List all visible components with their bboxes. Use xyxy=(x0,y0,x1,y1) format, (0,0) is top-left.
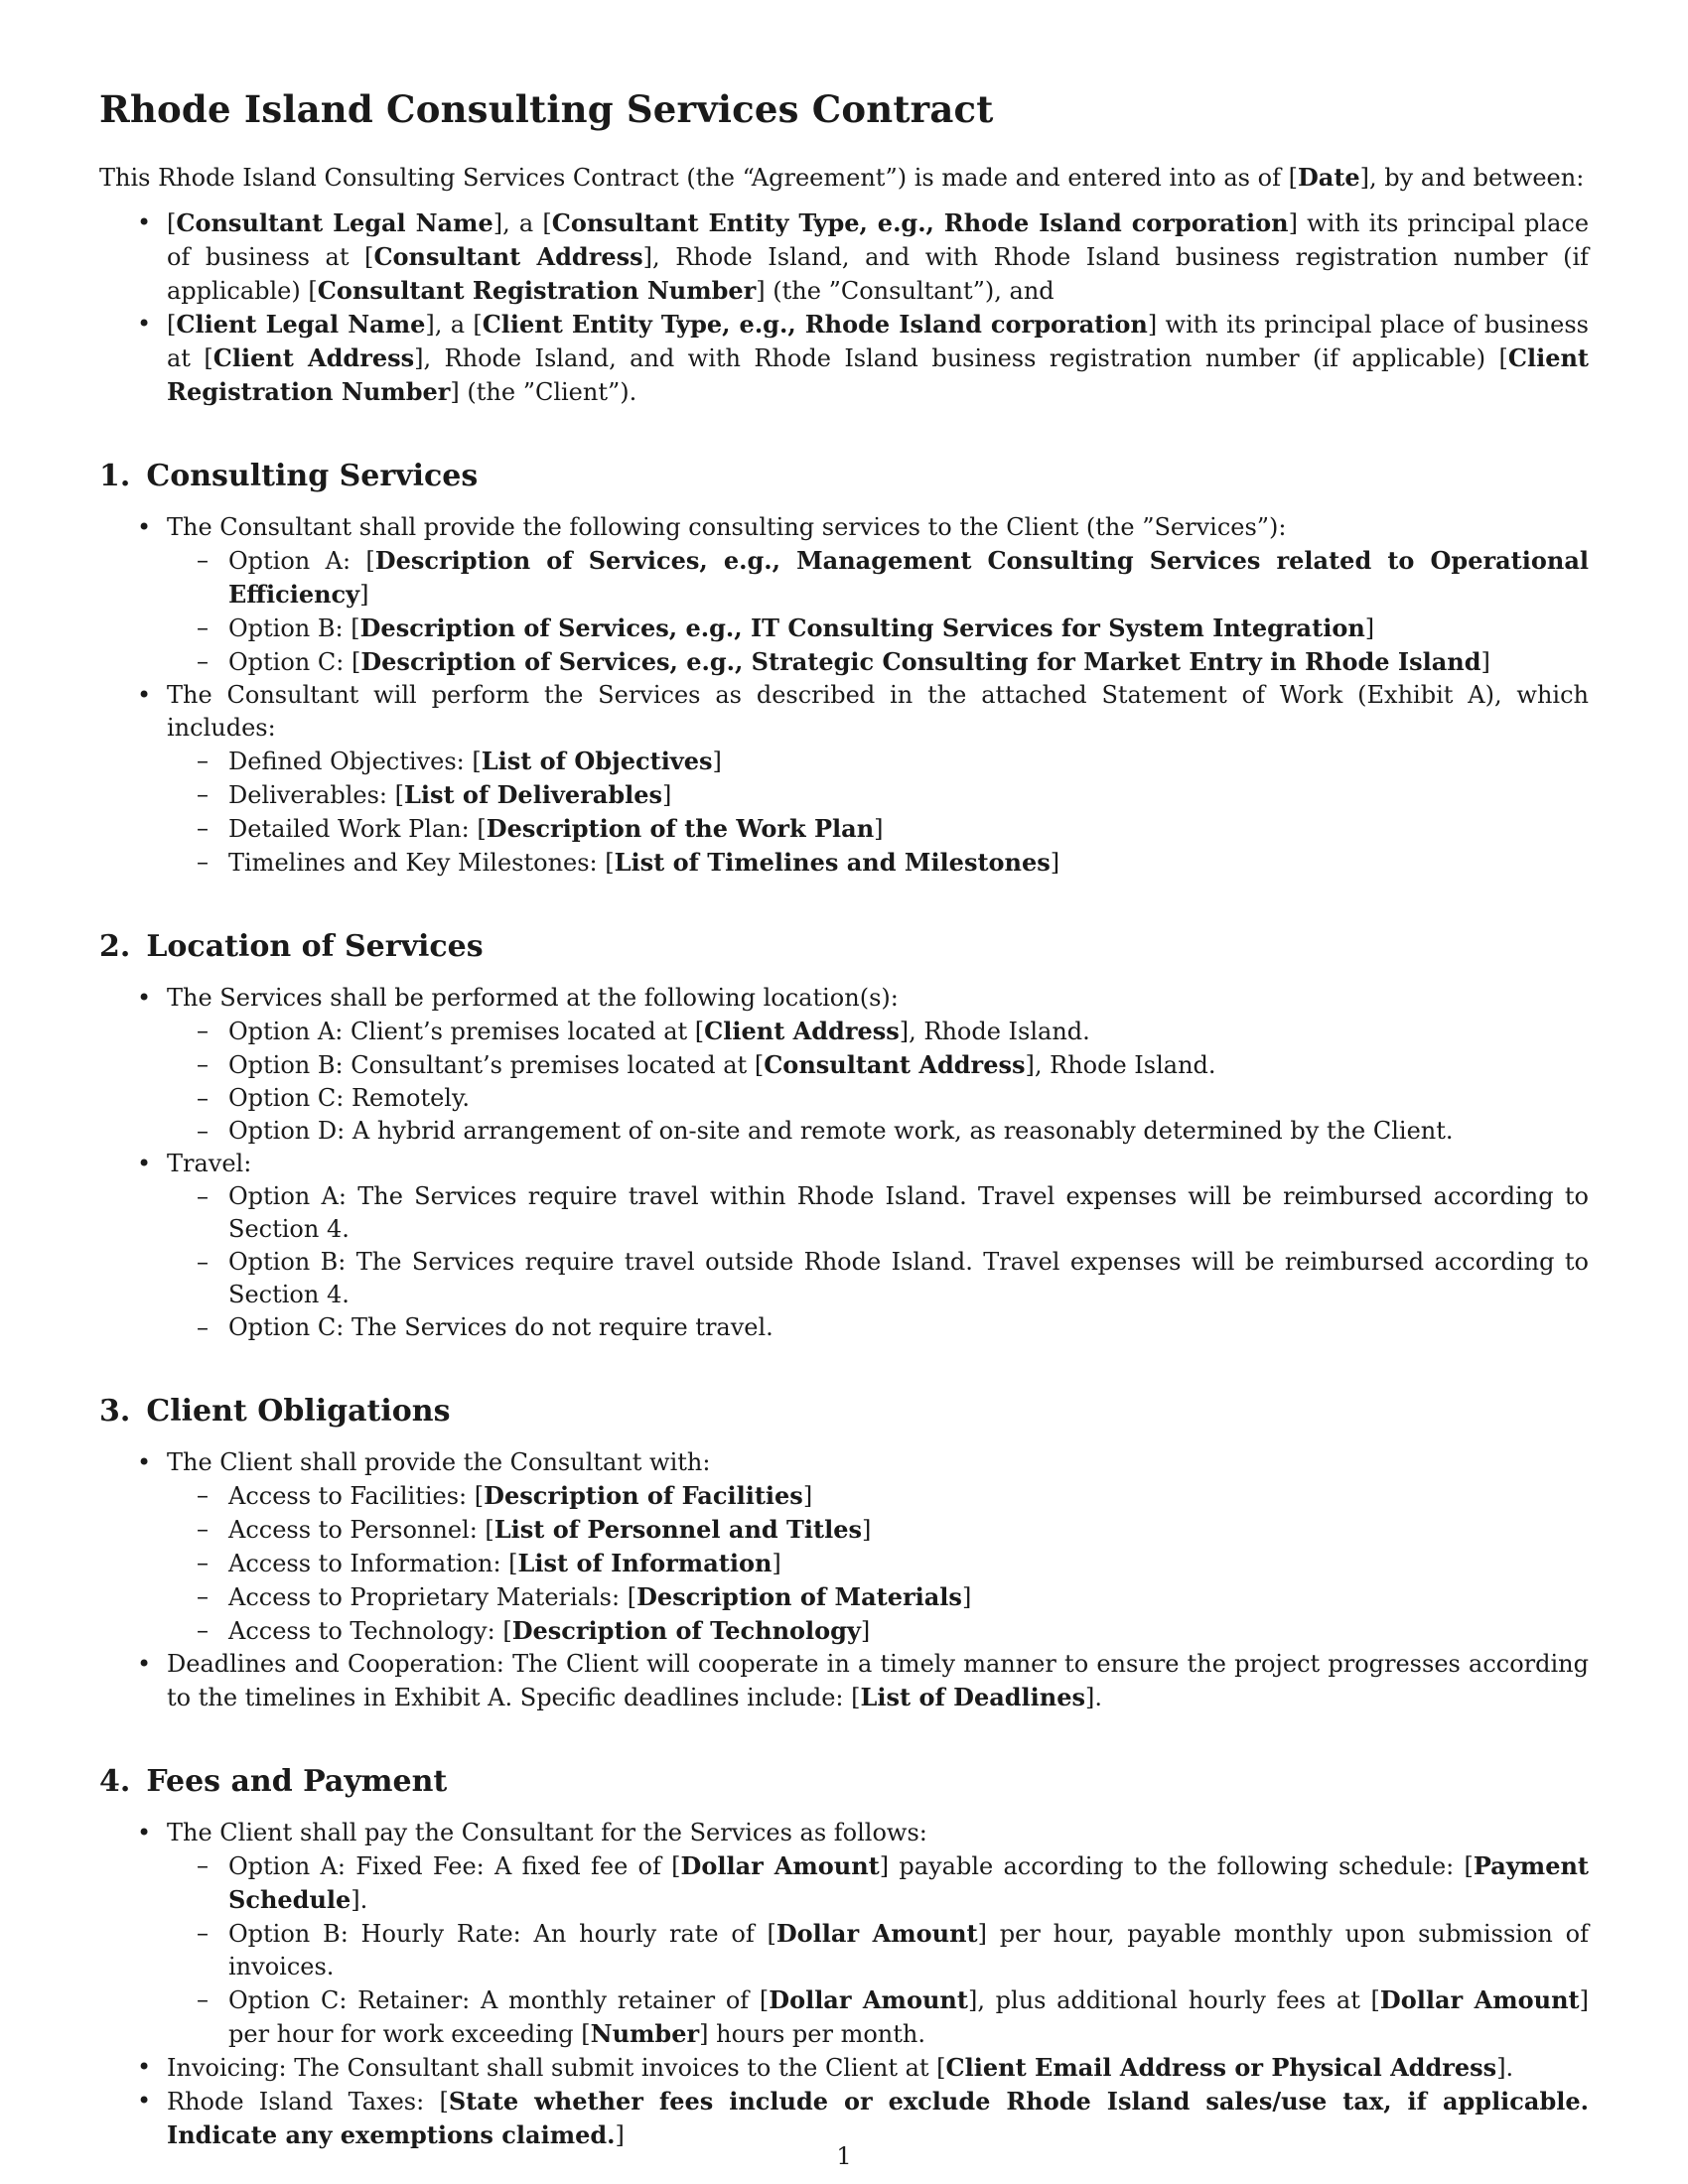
sub-list-item: – Timelines and Key Milestones: [List of Timelines and Milestones] xyxy=(167,846,1589,880)
section-number: 2. xyxy=(99,929,131,964)
placeholder-field: List of Personnel and Titles xyxy=(493,1515,863,1544)
parties-list xyxy=(99,206,1589,409)
section-heading xyxy=(99,459,1589,493)
placeholder-field: Dollar Amount xyxy=(680,1851,880,1880)
section-title: Location of Services xyxy=(146,929,484,964)
sub-list-item: – Option C: [Description of Services, e.g., Strategic Consulting for Market Entry in Rhode Island] xyxy=(167,645,1589,679)
sub-list-item: – Option B: Consultant’s premises located at [Consultant Address], Rhode Island. xyxy=(167,1048,1589,1082)
list-item: • The Client shall provide the Consultant with: – Access to Facilities: [Description of Facilities] – Access to Personnel: [List of Personnel and Titles] – Access to Information: [List of Information] – Access to Proprietary Materials: [Description of Materials] – Access to Technology: [Description of Technology] xyxy=(99,1446,1589,1648)
placeholder-field: Consultant Registration Number xyxy=(317,276,757,305)
sub-list-item: – Option B: Hourly Rate: An hourly rate of [Dollar Amount] per hour, payable monthly upon submission of invoices. xyxy=(167,1917,1589,1983)
sub-list-item: – Option B: [Description of Services, e.g., IT Consulting Services for System Integration] xyxy=(167,612,1589,645)
list-item: • The Consultant shall provide the following consulting services to the Client (the ”Services”): – Option A: [Description of Services, e.g., Management Consulting Services related to Operational Efficiency] – Option B: [Description of Services, e.g., IT Consulting Services for System Integration] – Option C: [Description of Services, e.g., Strategic Consulting for Market Entry in Rhode Island] xyxy=(99,511,1589,679)
placeholder-field: Client Address xyxy=(212,343,415,372)
placeholder-field: Consultant Legal Name xyxy=(176,208,493,237)
section-list xyxy=(99,1446,1589,1714)
section-title: Client Obligations xyxy=(146,1394,451,1429)
placeholder-field: Client Registration Number xyxy=(167,343,1590,406)
sub-list-item: – Access to Personnel: [List of Personnel and Titles] xyxy=(167,1513,1589,1547)
placeholder-field: Description of Technology xyxy=(511,1616,861,1645)
sub-list-item: – Defined Objectives: [List of Objectives] xyxy=(167,745,1589,778)
section-list xyxy=(99,1817,1589,2152)
placeholder-field: List of Deliverables xyxy=(403,780,663,809)
placeholder-field: List of Information xyxy=(517,1549,773,1577)
sub-list xyxy=(167,1849,1589,2051)
placeholder-field: Description of Materials xyxy=(636,1582,962,1611)
sub-list xyxy=(167,1015,1589,1148)
section-number: 4. xyxy=(99,1764,131,1799)
list-item: • Travel: – Option A: The Services require travel within Rhode Island. Travel expenses will be reimbursed according to Section 4. – Option B: The Services require travel outside Rhode Island. Travel expenses will be reimbursed according to Section 4. – Option C: The Services do not require travel. xyxy=(99,1148,1589,1344)
section-heading xyxy=(99,1394,1589,1429)
sub-list-item: – Option D: A hybrid arrangement of on-site and remote work, as reasonably determined by the Client. xyxy=(167,1115,1589,1148)
placeholder-field: Number xyxy=(590,2019,700,2048)
sub-list-item: – Option B: The Services require travel outside Rhode Island. Travel expenses will be reimbursed according to Section 4. xyxy=(167,1246,1589,1311)
sub-list-item: – Access to Proprietary Materials: [Description of Materials] xyxy=(167,1580,1589,1614)
placeholder-field: Description of Services, e.g., Strategic Consulting for Market Entry in Rhode Island xyxy=(360,647,1481,676)
placeholder-field: Consultant Address xyxy=(764,1050,1026,1079)
sub-list-item: – Access to Facilities: [Description of Facilities] xyxy=(167,1479,1589,1513)
list-item: • The Client shall pay the Consultant for the Services as follows: – Option A: Fixed Fee: A fixed fee of [Dollar Amount] payable according to the following schedule: [Payment Schedule]. – Option B: Hourly Rate: An hourly rate of [Dollar Amount] per hour, payable monthly upon submission of invoices. – Option C: Retainer: A monthly retainer of [Dollar Amount], plus additional hourly fees at [Dollar Amount] per hour for work exceeding [Number] hours per month. xyxy=(99,1817,1589,2051)
placeholder-field: Description of Services, e.g., IT Consulting Services for System Integration xyxy=(359,614,1365,642)
sections-container xyxy=(99,459,1589,2152)
sub-list-item: – Option A: Client’s premises located at [Client Address], Rhode Island. xyxy=(167,1015,1589,1048)
placeholder-field: List of Deadlines xyxy=(860,1683,1086,1711)
section-number: 1. xyxy=(99,459,131,493)
sub-list-item: – Access to Technology: [Description of Technology] xyxy=(167,1614,1589,1648)
section-heading xyxy=(99,1764,1589,1799)
placeholder-field: Dollar Amount xyxy=(1379,1985,1580,2014)
sub-list-item: – Access to Information: [List of Information] xyxy=(167,1547,1589,1580)
sub-list xyxy=(167,1479,1589,1648)
sub-list-item: – Option A: [Description of Services, e.g., Management Consulting Services related to Operational Efficiency] xyxy=(167,544,1589,612)
sub-list-item: – Option C: Remotely. xyxy=(167,1082,1589,1115)
sub-list-item: – Option A: The Services require travel within Rhode Island. Travel expenses will be reimbursed according to Section 4. xyxy=(167,1180,1589,1246)
list-item: • The Services shall be performed at the following location(s): – Option A: Client’s premises located at [Client Address], Rhode Island. – Option B: Consultant’s premises located at [Consultant Address], Rhode Island. – Option C: Remotely. – Option D: A hybrid arrangement of on-site and remote work, as reasonably determined by the Client. xyxy=(99,982,1589,1148)
placeholder-field: Payment Schedule xyxy=(228,1851,1590,1914)
placeholder-field: Description of the Work Plan xyxy=(486,814,875,843)
sub-list-item: – Detailed Work Plan: [Description of the Work Plan] xyxy=(167,812,1589,846)
section-title: Consulting Services xyxy=(146,459,479,493)
placeholder-field: Dollar Amount xyxy=(769,1985,968,2014)
document-title: Rhode Island Consulting Services Contract xyxy=(99,87,994,131)
document-page xyxy=(99,87,1589,2152)
sub-list-item: – Deliverables: [List of Deliverables] xyxy=(167,778,1589,812)
sub-list-item: – Option C: The Services do not require travel. xyxy=(167,1311,1589,1344)
list-item: • The Consultant will perform the Services as described in the attached Statement of Work (Exhibit A), which includes: – Defined Objectives: [List of Objectives] – Deliverables: [List of Deliverables] – Detailed Work Plan: [Description of the Work Plan] – Timelines and Key Milestones: [List of Timelines and Milestones] xyxy=(99,679,1589,880)
placeholder-field: Description of Facilities xyxy=(484,1481,803,1510)
placeholder-field: Description of Services, e.g., Management Consulting Services related to Operational Efficiency xyxy=(228,546,1589,609)
section-list xyxy=(99,511,1589,880)
placeholder-field: Dollar Amount xyxy=(775,1919,978,1948)
placeholder-field: Consultant Address xyxy=(373,242,643,271)
sub-list xyxy=(167,544,1589,679)
intro-paragraph: This Rhode Island Consulting Services Contract (the “Agreement”) is made and entered into as of [Date], by and between: xyxy=(99,163,1585,192)
party-client: • [Client Legal Name], a [Client Entity Type, e.g., Rhode Island corporation] with its principal place of business at [Client Address], Rhode Island, and with Rhode Island business registration number (if applicable) [Client Registration Number] (the ”Client”). xyxy=(99,308,1589,409)
placeholder-field: List of Objectives xyxy=(481,747,713,775)
page-number: 1 xyxy=(836,2142,852,2170)
placeholder-field: Client Entity Type, e.g., Rhode Island corporation xyxy=(482,310,1148,339)
placeholder-field: Consultant Entity Type, e.g., Rhode Island corporation xyxy=(551,208,1289,237)
list-item: • Invoicing: The Consultant shall submit invoices to the Client at [Client Email Address or Physical Address]. xyxy=(99,2051,1589,2085)
placeholder-field: Date xyxy=(1297,163,1360,192)
sub-list-item: – Option A: Fixed Fee: A fixed fee of [Dollar Amount] payable according to the following schedule: [Payment Schedule]. xyxy=(167,1849,1589,1917)
party-consultant: • [Consultant Legal Name], a [Consultant Entity Type, e.g., Rhode Island corporation] with its principal place of business at [Consultant Address], Rhode Island, and with Rhode Island business registration number (if applicable) [Consultant Registration Number] (the ”Consultant”), and xyxy=(99,206,1589,308)
placeholder-field: State whether fees include or exclude Rhode Island sales/use tax, if applicable. Indicate any exemptions claimed. xyxy=(167,2087,1589,2149)
section-list xyxy=(99,982,1589,1344)
list-item: • Rhode Island Taxes: [State whether fees include or exclude Rhode Island sales/use tax, if applicable. Indicate any exemptions claimed.] xyxy=(99,2085,1589,2152)
placeholder-field: List of Timelines and Milestones xyxy=(614,848,1051,877)
section-number: 3. xyxy=(99,1394,131,1429)
section-heading xyxy=(99,929,1589,964)
section-title: Fees and Payment xyxy=(146,1764,448,1799)
placeholder-field: Client Email Address or Physical Address xyxy=(945,2053,1497,2082)
sub-list xyxy=(167,1180,1589,1344)
placeholder-field: Client Legal Name xyxy=(176,310,426,339)
sub-list xyxy=(167,745,1589,880)
sub-list-item: – Option C: Retainer: A monthly retainer of [Dollar Amount], plus additional hourly fees at [Dollar Amount] per hour for work exceeding [Number] hours per month. xyxy=(167,1983,1589,2051)
list-item: • Deadlines and Cooperation: The Client will cooperate in a timely manner to ensure the project progresses according to the timelines in Exhibit A. Specific deadlines include: [List of Deadlines]. xyxy=(99,1648,1589,1714)
placeholder-field: Client Address xyxy=(704,1017,900,1045)
